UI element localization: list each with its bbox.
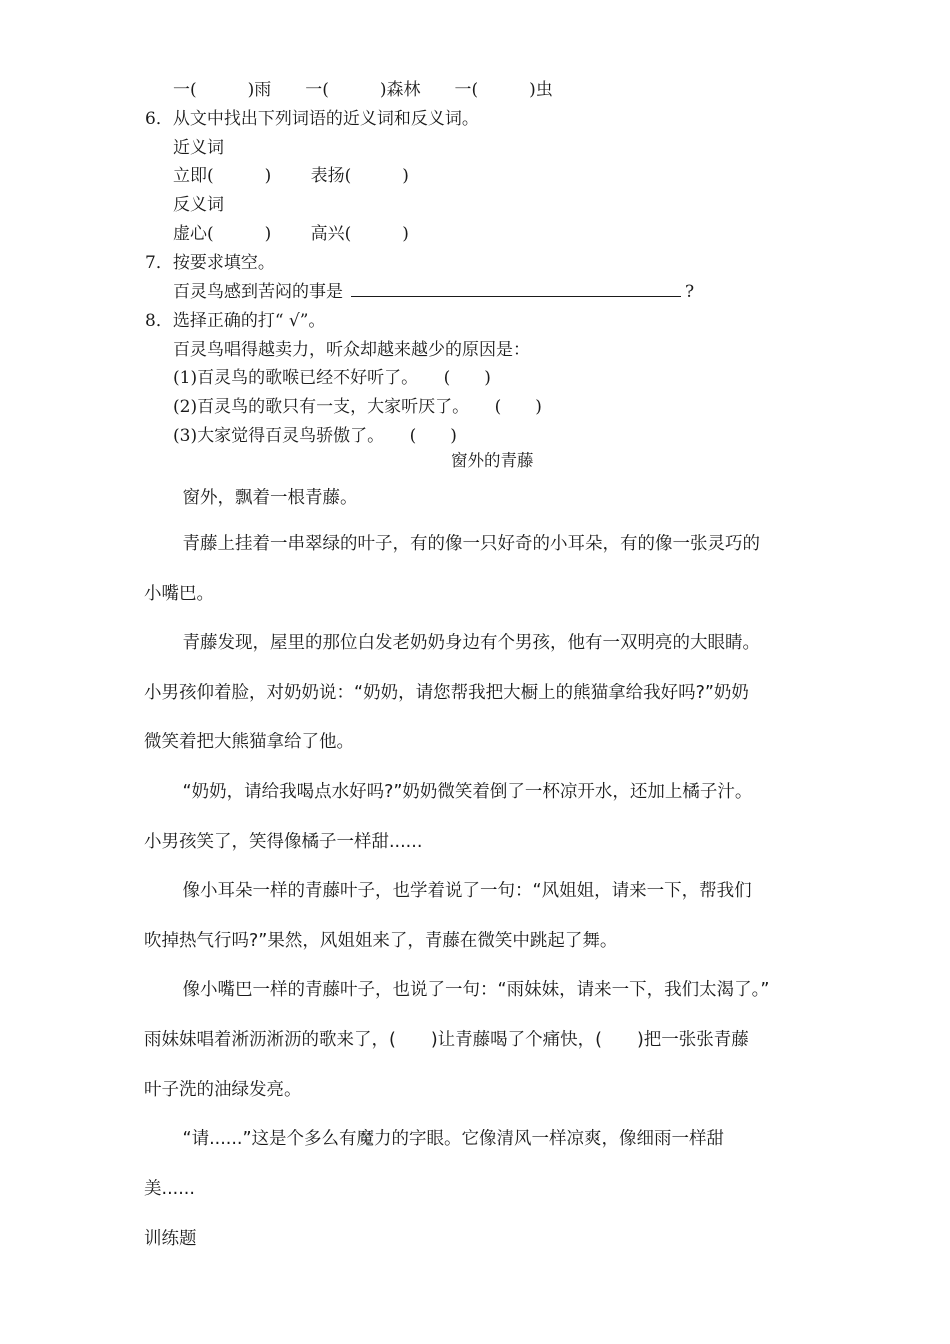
passage-line: 雨妹妹唱着淅沥淅沥的歌来了，( )让青藤喝了个痛快，( )把一张张青藤 (144, 1030, 749, 1050)
synonym-label: 近义词 (173, 138, 224, 158)
question-7: 7．按要求填空。 (145, 253, 275, 273)
passage-title: 窗外的青藤 (451, 451, 534, 470)
question-8-option-3: (3)大家觉得百灵鸟骄傲了。 ( ) (173, 426, 457, 446)
passage-line: 小男孩仰着脸，对奶奶说：“奶奶，请您帮我把大橱上的熊猫拿给我好吗?”奶奶 (144, 683, 749, 703)
question-7-end: ? (685, 282, 695, 302)
passage-line: “请......”这是个多么有魔力的字眼。它像清风一样凉爽，像细雨一样甜 (165, 1129, 725, 1149)
passage-line: 微笑着把大熊猫拿给了他。 (144, 732, 354, 752)
antonym-items: 虚心( ) 高兴( ) (173, 224, 409, 244)
exercise-heading: 训练题 (144, 1229, 197, 1249)
passage-line: 窗外，飘着一根青藤。 (165, 488, 358, 508)
question-7-prompt (173, 281, 694, 303)
passage-line: 美...... (144, 1179, 195, 1199)
synonym-items: 立即( ) 表扬( ) (173, 166, 409, 186)
measure-word-blanks: 一( )雨 一( )森林 一( )虫 (173, 80, 553, 100)
question-7-prompt-text: 百灵鸟感到苦闷的事是 (173, 282, 343, 302)
question-8-option-1: (1)百灵鸟的歌喉已经不好听了。 ( ) (173, 368, 491, 388)
question-6: 6．从文中找出下列词语的近义词和反义词。 (145, 109, 479, 129)
answer-blank-line (351, 282, 681, 297)
question-8-prompt: 百灵鸟唱得越卖力，听众却越来越少的原因是： (173, 340, 530, 360)
passage-line: 像小嘴巴一样的青藤叶子，也说了一句：“雨妹妹，请来一下，我们太渴了。” (165, 980, 770, 1000)
passage-line: “奶奶，请给我喝点水好吗?”奶奶微笑着倒了一杯凉开水，还加上橘子汁。 (165, 782, 753, 802)
passage-line: 叶子洗的油绿发亮。 (144, 1080, 302, 1100)
question-8: 8．选择正确的打“ √”。 (145, 311, 326, 331)
question-8-option-2: (2)百灵鸟的歌只有一支，大家听厌了。 ( ) (173, 397, 542, 417)
passage-line: 青藤上挂着一串翠绿的叶子，有的像一只好奇的小耳朵，有的像一张灵巧的 (165, 534, 760, 554)
passage-line: 小嘴巴。 (144, 584, 214, 604)
antonym-label: 反义词 (173, 195, 224, 215)
passage-line: 吹掉热气行吗?”果然，风姐姐来了，青藤在微笑中跳起了舞。 (144, 931, 618, 951)
passage-line: 青藤发现，屋里的那位白发老奶奶身边有个男孩，他有一双明亮的大眼睛。 (165, 633, 760, 653)
passage-line: 像小耳朵一样的青藤叶子，也学着说了一句：“风姐姐，请来一下，帮我们 (165, 881, 752, 901)
passage-line: 小男孩笑了，笑得像橘子一样甜...... (144, 832, 423, 852)
